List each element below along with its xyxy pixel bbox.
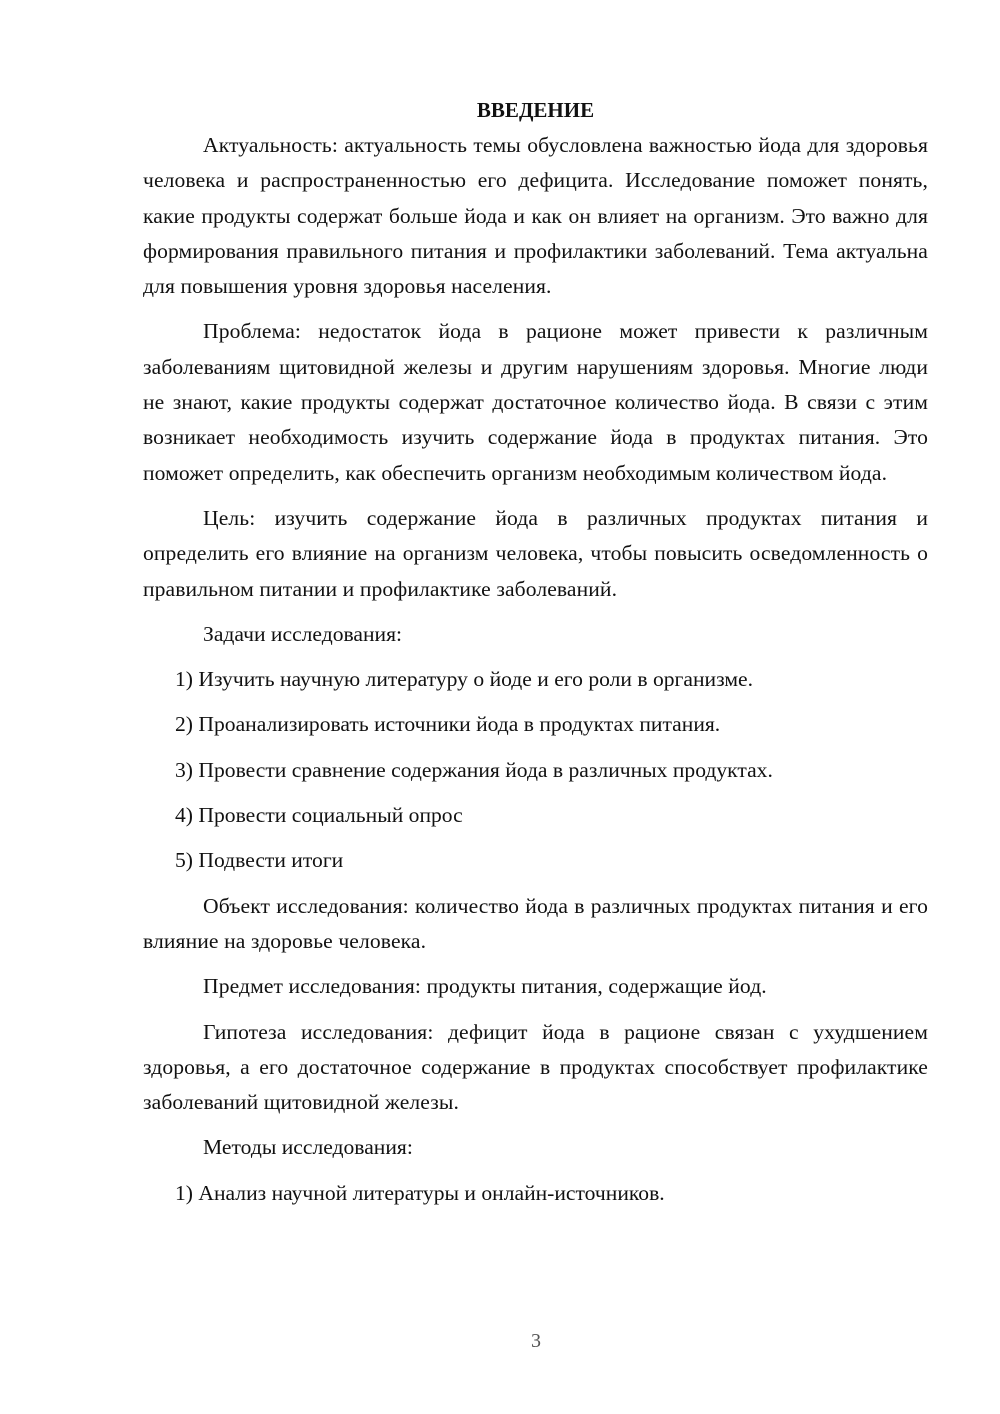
object-paragraph: Объект исследования: количество йода в различных продуктах питания и его влияние на здоровье человека. [143, 893, 928, 953]
list-item: 4) Провести социальный опрос [175, 803, 463, 828]
list-item: 1) Анализ научной литературы и онлайн-источников. [175, 1180, 665, 1205]
methods-list [143, 1176, 928, 1211]
document-page [143, 93, 928, 1221]
list-item: 5) Подвести итоги [175, 848, 344, 873]
list-item: 2) Проанализировать источники йода в продуктах питания. [175, 712, 721, 737]
hypothesis-paragraph: Гипотеза исследования: дефицит йода в рационе связан с ухудшением здоровья, а его достаточное содержание в продуктах способствует профилактике заболеваний щитовидной железы. [143, 1019, 928, 1115]
relevance-paragraph: Актуальность: актуальность темы обусловлена важностью йода для здоровья человека и распространенностью его дефицита. Исследование поможет понять, какие продукты содержат больше йода и как он влияет на организм. Это важно для формирования правильного питания и профилактики заболеваний. Тема актуальна для повышения уровня здоровья населения. [143, 133, 928, 299]
list-item: 3) Провести сравнение содержания йода в различных продуктах. [175, 757, 773, 782]
tasks-list [143, 662, 928, 878]
problem-paragraph: Проблема: недостаток йода в рационе может привести к различным заболеваниям щитовидной железы и другим нарушениям здоровья. Многие люди не знают, какие продукты содержат достаточное количество йода. В связи с этим возникает необходимость изучить содержание йода в продуктах питания. Это поможет определить, как обеспечить организм необходимым количеством йода. [143, 319, 928, 485]
subject-paragraph: Предмет исследования: продукты питания, содержащие йод. [203, 974, 767, 999]
list-item: 1) Изучить научную литературу о йоде и его роли в организме. [175, 667, 753, 692]
methods-heading: Методы исследования: [203, 1135, 413, 1160]
goal-paragraph: Цель: изучить содержание йода в различных продуктах питания и определить его влияние на организм человека, чтобы повысить осведомленность о правильном питании и профилактике заболеваний. [143, 505, 928, 601]
document-title: ВВЕДЕНИЕ [476, 98, 595, 122]
page-number: 3 [531, 1330, 541, 1352]
tasks-heading: Задачи исследования: [203, 621, 403, 646]
